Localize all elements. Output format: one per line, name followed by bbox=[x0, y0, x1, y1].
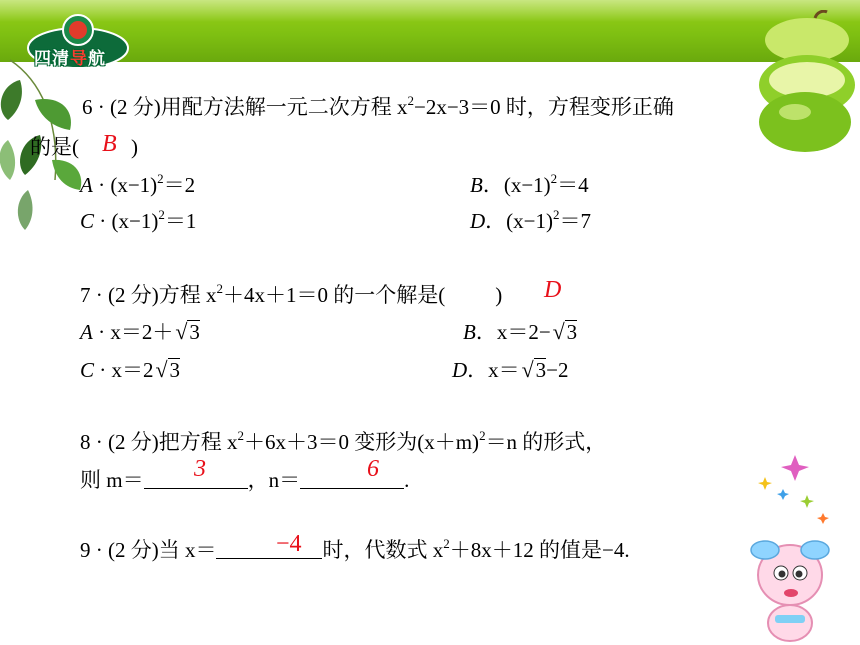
apple-icon bbox=[745, 10, 860, 160]
q6-option-c bbox=[80, 207, 197, 233]
q6-stem-line2 bbox=[30, 137, 138, 158]
logo-text-b: 导 bbox=[70, 49, 88, 69]
q6-stem bbox=[82, 93, 674, 119]
q6-option-b bbox=[470, 171, 589, 197]
q6-option-a bbox=[80, 171, 196, 197]
option-text: · (x−1) bbox=[94, 209, 159, 233]
option-letter: C bbox=[80, 209, 95, 233]
q9-stem bbox=[80, 536, 630, 562]
option-tail: ＝7 bbox=[559, 209, 592, 233]
q8-stem-b: ＋6x＋3＝0 变形为(x＋m) bbox=[243, 430, 480, 454]
x-blank[interactable] bbox=[216, 540, 322, 559]
q6-stem-b: −2x−3＝0 时，方程变形正确 bbox=[413, 95, 674, 119]
q7-option-c bbox=[80, 360, 180, 381]
q6-option-d bbox=[470, 207, 592, 233]
sup: 2 bbox=[237, 428, 244, 443]
sup: 2 bbox=[479, 428, 486, 443]
option-text: · x＝2 bbox=[94, 358, 154, 382]
option-text: ．x＝ bbox=[467, 358, 520, 382]
q7-close: ) bbox=[495, 283, 503, 307]
sqrt-three: √ 3 bbox=[156, 360, 181, 381]
option-text: · x＝2＋ bbox=[92, 320, 174, 344]
sup: 2 bbox=[550, 171, 558, 186]
q7-stem-a: 7 · (2 分)方程 x bbox=[80, 283, 217, 307]
q6-stem-a: 6 · (2 分)用配方法解一元二次方程 x bbox=[82, 95, 408, 119]
q8-period: . bbox=[404, 468, 410, 492]
sqrt-three: √ 3 bbox=[175, 322, 200, 343]
mascot-icon bbox=[745, 455, 860, 645]
q8-n-label: ，n＝ bbox=[247, 468, 301, 492]
sup: 2 bbox=[553, 207, 560, 222]
option-letter: D bbox=[452, 358, 468, 382]
option-letter: B bbox=[470, 173, 483, 197]
q9-stem-c: ＋8x＋12 的值是−4. bbox=[449, 538, 630, 562]
option-text: ．(x−1) bbox=[482, 173, 551, 197]
sup: 2 bbox=[158, 207, 165, 222]
option-letter: A bbox=[80, 320, 93, 344]
q7-stem bbox=[80, 281, 503, 307]
option-letter: B bbox=[463, 320, 476, 344]
sup: 2 bbox=[157, 171, 164, 186]
option-tail: −2 bbox=[546, 358, 569, 382]
q9-stem-a: 9 · (2 分)当 x＝ bbox=[80, 538, 217, 562]
q6-close: ) bbox=[131, 135, 138, 159]
logo-text-a: 四清 bbox=[34, 49, 70, 69]
option-text: ．x＝2− bbox=[475, 320, 551, 344]
logo-title bbox=[34, 44, 106, 69]
q7-answer: D bbox=[544, 277, 562, 303]
q6-answer: B bbox=[102, 131, 117, 157]
q9-answer: −4 bbox=[276, 531, 302, 557]
sup: 2 bbox=[407, 93, 414, 108]
q8-line2 bbox=[80, 470, 409, 491]
option-text: ．(x−1) bbox=[485, 209, 554, 233]
logo-text-c: 航 bbox=[88, 49, 106, 69]
q9-stem-b: 时，代数式 x bbox=[322, 538, 444, 562]
option-text: · (x−1) bbox=[92, 173, 158, 197]
option-tail: ＝4 bbox=[557, 173, 589, 197]
q7-option-a bbox=[80, 322, 200, 343]
sup: 2 bbox=[443, 536, 450, 551]
q6-line2: 的是( bbox=[30, 135, 79, 159]
q7-option-b bbox=[463, 322, 577, 343]
q7-stem-b: ＋4x＋1＝0 的一个解是( bbox=[222, 283, 446, 307]
logo bbox=[26, 14, 130, 72]
sup: 2 bbox=[216, 281, 223, 296]
n-blank[interactable] bbox=[300, 470, 404, 489]
q8-stem bbox=[80, 428, 607, 454]
q8-stem-c: ＝n 的形式， bbox=[485, 430, 607, 454]
q8-m-label: 则 m＝ bbox=[80, 468, 144, 492]
option-tail: ＝1 bbox=[164, 209, 197, 233]
option-letter: C bbox=[80, 358, 95, 382]
option-tail: ＝2 bbox=[163, 173, 196, 197]
sqrt-three: √ 3 bbox=[553, 322, 578, 343]
q7-option-d bbox=[452, 360, 569, 381]
q8-answer-n: 6 bbox=[367, 456, 379, 482]
q8-stem-a: 8 · (2 分)把方程 x bbox=[80, 430, 238, 454]
option-letter: A bbox=[80, 173, 93, 197]
option-letter: D bbox=[470, 209, 486, 233]
sqrt-three: √ 3 bbox=[522, 360, 547, 381]
q8-answer-m: 3 bbox=[194, 456, 206, 482]
